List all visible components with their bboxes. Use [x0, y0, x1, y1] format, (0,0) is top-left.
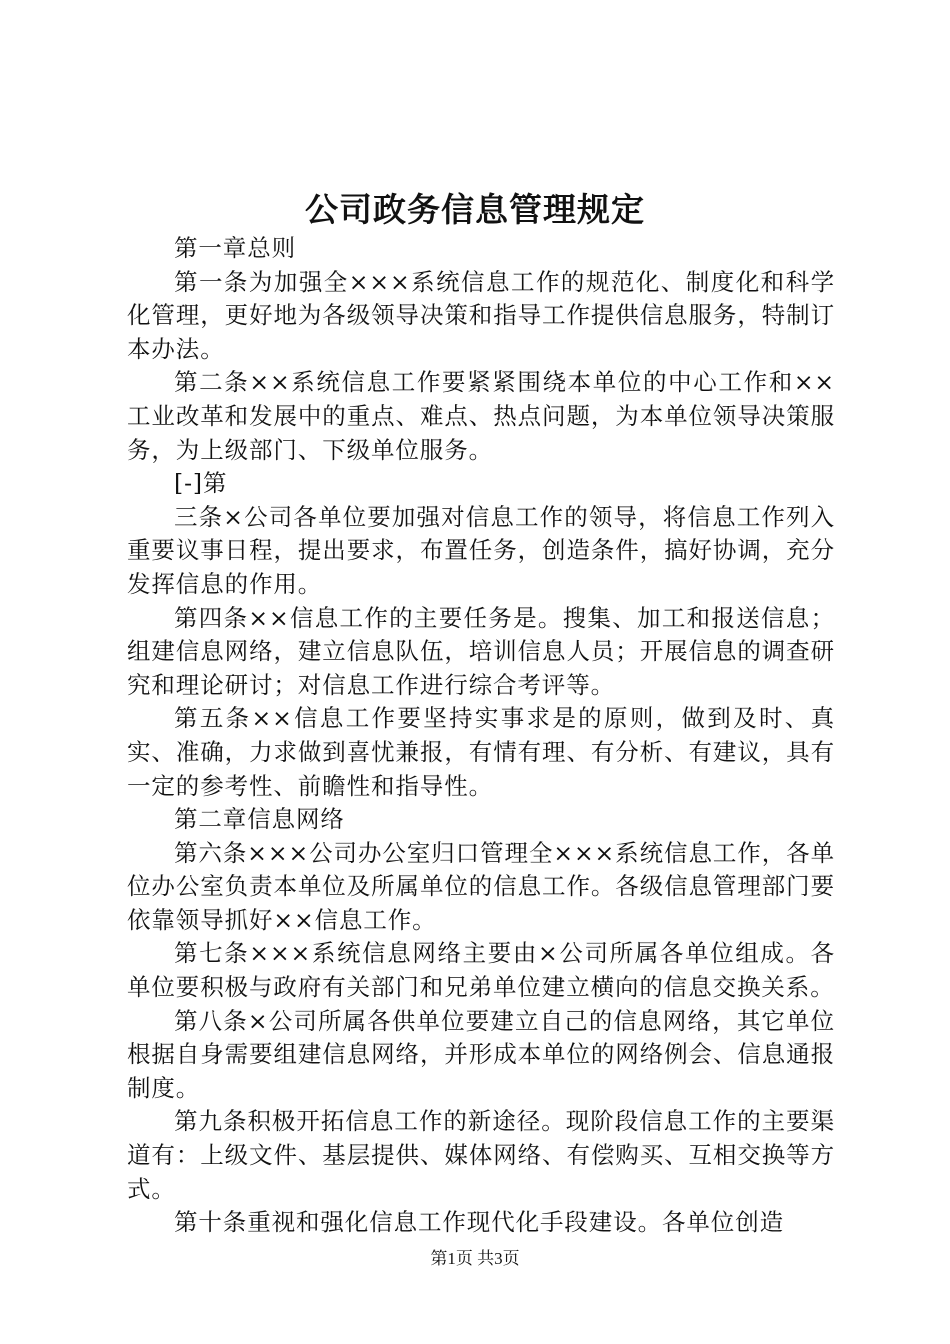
article-paragraph: 第七条×××系统信息网络主要由×公司所属各单位组成。各单位要积极与政府有关部门和兄弟单位建立横向的信息交换关系。 [127, 939, 835, 1002]
article-paragraph: 第一条为加强全×××系统信息工作的规范化、制度化和科学化管理，更好地为各级领导决策和指导工作提供信息服务，特制订本办法。 [127, 267, 835, 363]
chapter-heading: 第一章总则 [174, 234, 296, 262]
page-footer: 第1页 共3页 [430, 1249, 520, 1268]
article-paragraph: 三条×公司各单位要加强对信息工作的领导，将信息工作列入重要议事日程，提出要求，布置任务，创造条件，搞好协调，充分发挥信息的作用。 [127, 502, 835, 598]
document-title: 公司政务信息管理规定 [305, 190, 645, 229]
article-fragment: [-]第 [174, 469, 228, 498]
article-paragraph: 第五条××信息工作要坚持实事求是的原则，做到及时、真实、准确，力求做到喜忧兼报，有情有理、有分析、有建议，具有一定的参考性、前瞻性和指导性。 [127, 704, 835, 800]
article-paragraph: 第十条重视和强化信息工作现代化手段建设。各单位创造 [174, 1208, 784, 1237]
document-body [127, 232, 835, 1240]
article-paragraph: 第四条××信息工作的主要任务是。搜集、加工和报送信息；组建信息网络，建立信息队伍，培训信息人员；开展信息的调查研究和理论研讨；对信息工作进行综合考评等。 [127, 603, 835, 699]
chapter-heading: 第二章信息网络 [174, 805, 345, 834]
article-paragraph: 第二条××系统信息工作要紧紧围绕本单位的中心工作和××工业改革和发展中的重点、难点、热点问题，为本单位领导决策服务，为上级部门、下级单位服务。 [127, 368, 835, 464]
article-paragraph: 第九条积极开拓信息工作的新途径。现阶段信息工作的主要渠道有：上级文件、基层提供、媒体网络、有偿购买、互相交换等方式。 [127, 1107, 835, 1203]
article-paragraph: 第六条×××公司办公室归口管理全×××系统信息工作，各单位办公室负责本单位及所属单位的信息工作。各级信息管理部门要依靠领导抓好××信息工作。 [127, 838, 835, 934]
article-paragraph: 第八条×公司所属各供单位要建立自己的信息网络，其它单位根据自身需要组建信息网络，并形成本单位的网络例会、信息通报制度。 [127, 1006, 835, 1102]
